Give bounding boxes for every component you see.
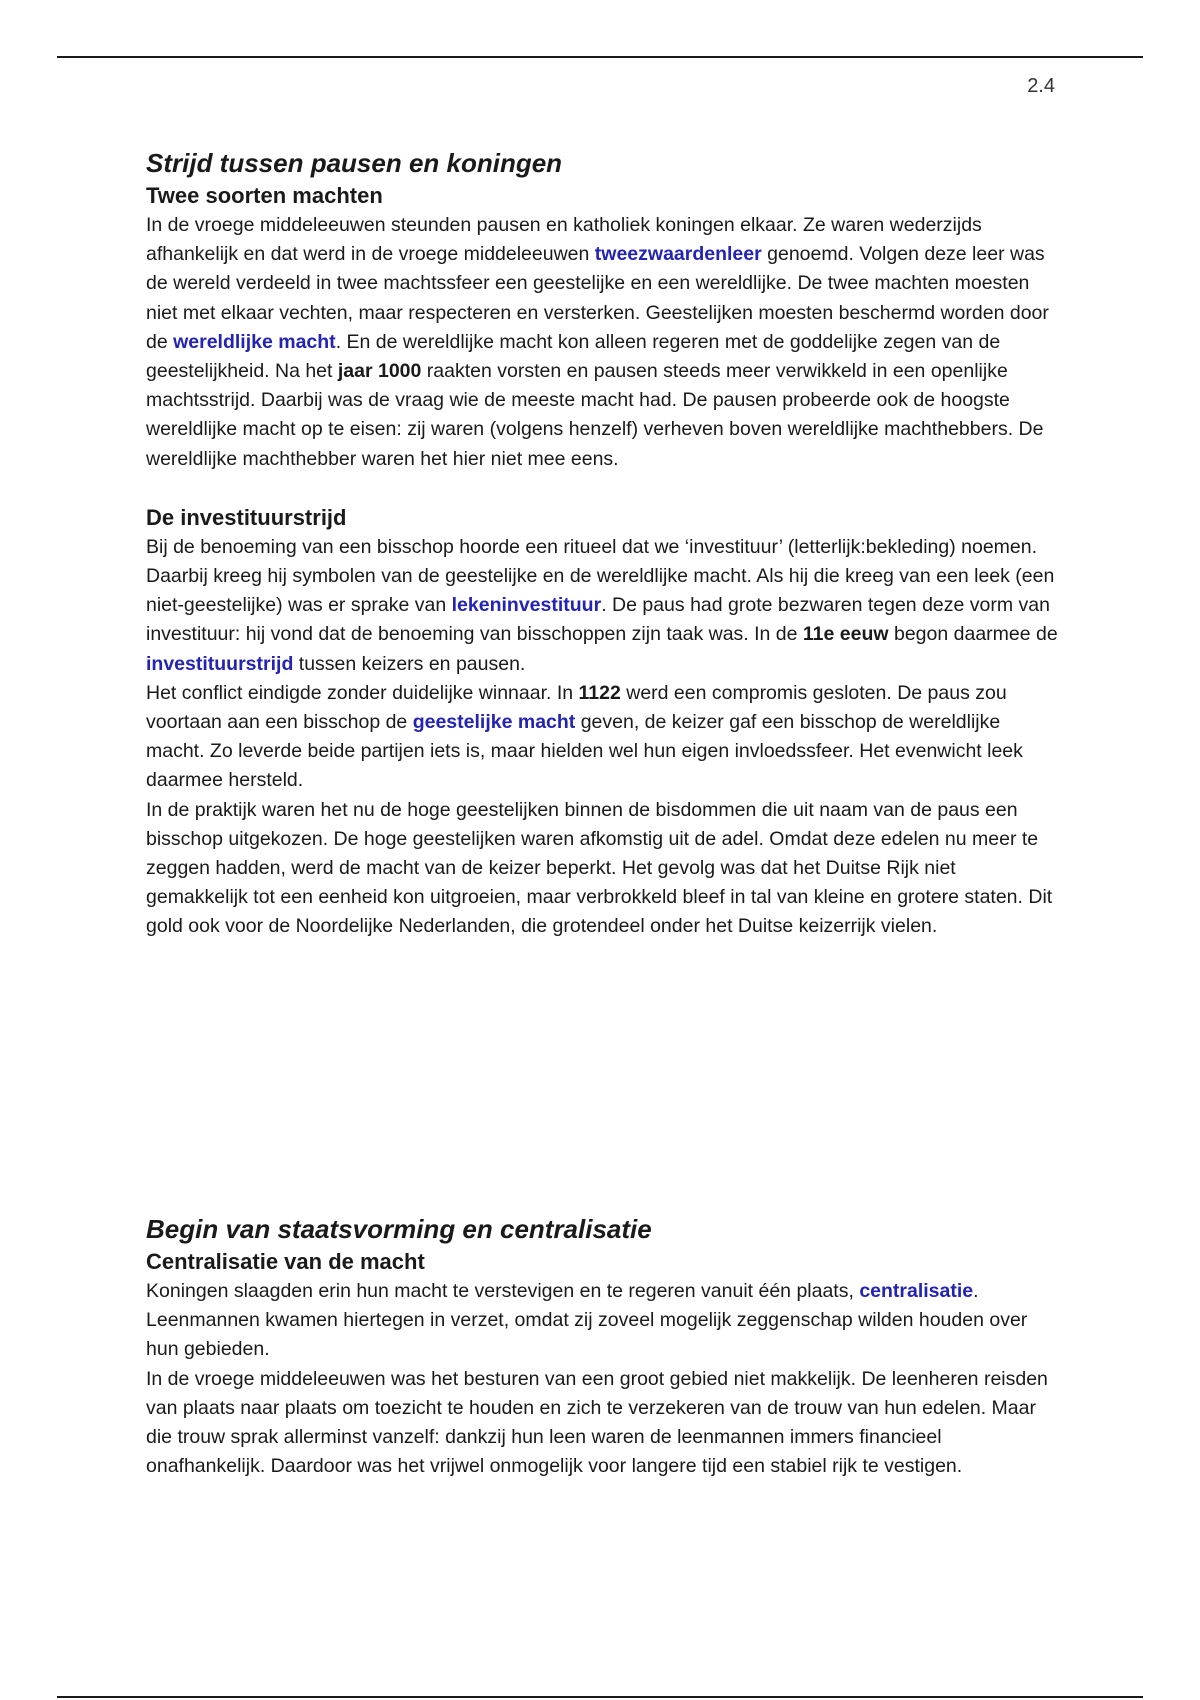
bold-11e-eeuw: 11e eeuw bbox=[802, 623, 889, 646]
text-run: genoemd. Volgen deze leer was de wereld verdeeld in twee machtssfeer een geestelijke en een wereldlijke. De twee machten moesten niet met elkaar vechten, maar respecteren en versterken. Geestelijken moesten beschermd worden door de bbox=[146, 243, 1049, 353]
paragraph bbox=[146, 1277, 1061, 1365]
text-run: . De paus had grote bezwaren tegen deze vorm van investituur: hij vond dat de benoeming van bisschoppen zijn taak was. In de bbox=[146, 594, 1050, 646]
text-run: . En de wereldlijke macht kon alleen regeren met de goddelijke zegen van de geestelijkheid. Na het bbox=[146, 330, 1001, 383]
paragraph bbox=[146, 533, 1061, 679]
text-run: werd een compromis gesloten. De paus zou voortaan aan een bisschop de bbox=[146, 681, 1007, 734]
bottom-rule bbox=[57, 1696, 1143, 1698]
subsection-heading: Centralisatie van de macht bbox=[146, 1249, 425, 1274]
text-run: tussen keizers en pausen. bbox=[293, 652, 526, 675]
section-title: Begin van staatsvorming en centralisatie bbox=[146, 1214, 652, 1244]
paragraph bbox=[146, 211, 1061, 474]
keyword-wereldlijke-macht: wereldlijke macht bbox=[173, 330, 336, 353]
keyword-geestelijke-macht: geestelijke macht bbox=[412, 711, 576, 734]
section-strijd bbox=[146, 145, 1061, 942]
keyword-centralisatie: centralisatie bbox=[859, 1280, 974, 1302]
text-run: raakten vorsten en pausen steeds meer verwikkeld in een openlijke machtsstrijd. Daarbij was de vraag wie de meeste macht had. De pausen probeerde ook de hoogste wereldlijke macht op te eisen: zij waren (volgens henzelf) verheven boven wereldlijke machthebbers. De wereldlijke machthebber waren het hier niet mee eens. bbox=[146, 360, 1044, 470]
subsection-heading: De investituurstrijd bbox=[146, 504, 347, 530]
text-run: In de vroege middeleeuwen steunden pausen en katholiek koningen elkaar. Ze waren wederzijds afhankelijk en dat werd in de vroege middeleeuwen bbox=[146, 214, 982, 266]
keyword-lekeninvestituur: lekeninvestituur bbox=[451, 594, 602, 617]
section-staatsvorming bbox=[146, 1211, 1061, 1481]
bold-jaar-1000: jaar 1000 bbox=[337, 360, 422, 383]
bold-1122: 1122 bbox=[578, 681, 621, 704]
paragraph: In de praktijk waren het nu de hoge geestelijken binnen de bisdommen die uit naam van de paus een bisschop uitgekozen. De hoge geestelijken waren afkomstig uit de adel. Omdat deze edelen nu meer te zeggen hadden, werd de macht van de keizer beperkt. Het gevolg was dat het Duitse Rijk niet gemakkelijk tot een eenheid kon uitgroeien, maar verbrokkeld bleef in tal van kleine en grotere staten. Dit gold ook voor de Noordelijke Nederlanden, die grotendeel onder het Duitse keizerrijk vielen. bbox=[146, 798, 1053, 938]
keyword-tweezwaardenleer: tweezwaardenleer bbox=[594, 243, 762, 266]
text-run: Het conflict eindigde zonder duidelijke winnaar. In bbox=[146, 681, 579, 704]
section-title: Strijd tussen pausen en koningen bbox=[146, 148, 563, 178]
paragraph bbox=[146, 679, 1061, 796]
top-rule bbox=[57, 56, 1143, 58]
text-run: begon daarmee de bbox=[888, 623, 1058, 646]
text-run: Koningen slaagden erin hun macht te verstevigen en te regeren vanuit één plaats, bbox=[146, 1280, 860, 1302]
text-run: . Leenmannen kwamen hiertegen in verzet, omdat zij zoveel mogelijk zeggenschap wilden houden over hun gebieden. bbox=[146, 1280, 1028, 1361]
subsection-heading: Twee soorten machten bbox=[146, 183, 383, 208]
page-number: 2.4 bbox=[1027, 75, 1055, 97]
text-run: geven, de keizer gaf een bisschop de wereldlijke macht. Zo leverde beide partijen iets is, maar hielden wel hun eigen invloedssfeer. Het evenwicht leek daarmee hersteld. bbox=[146, 711, 1023, 792]
paragraph: In de vroege middeleeuwen was het besturen van een groot gebied niet makkelijk. De leenheren reisden van plaats naar plaats om toezicht te houden en zich te verzekeren van de trouw van hun edelen. Maar die trouw sprak allerminst vanzelf: dankzij hun leen waren de leenmannen immers financieel onafhankelijk. Daardoor was het vrijwel onmogelijk voor langere tijd een stabiel rijk te vestigen. bbox=[146, 1367, 1048, 1478]
keyword-investituurstrijd: investituurstrijd bbox=[146, 652, 294, 675]
text-run: Bij de benoeming van een bisschop hoorde een ritueel dat we ‘investituur’ (letterlijk:bekleding) noemen. Daarbij kreeg hij symbolen van de geestelijke en de wereldlijke macht. Als hij die kreeg van een leek (een niet-geestelijke) was er sprake van bbox=[146, 535, 1055, 617]
